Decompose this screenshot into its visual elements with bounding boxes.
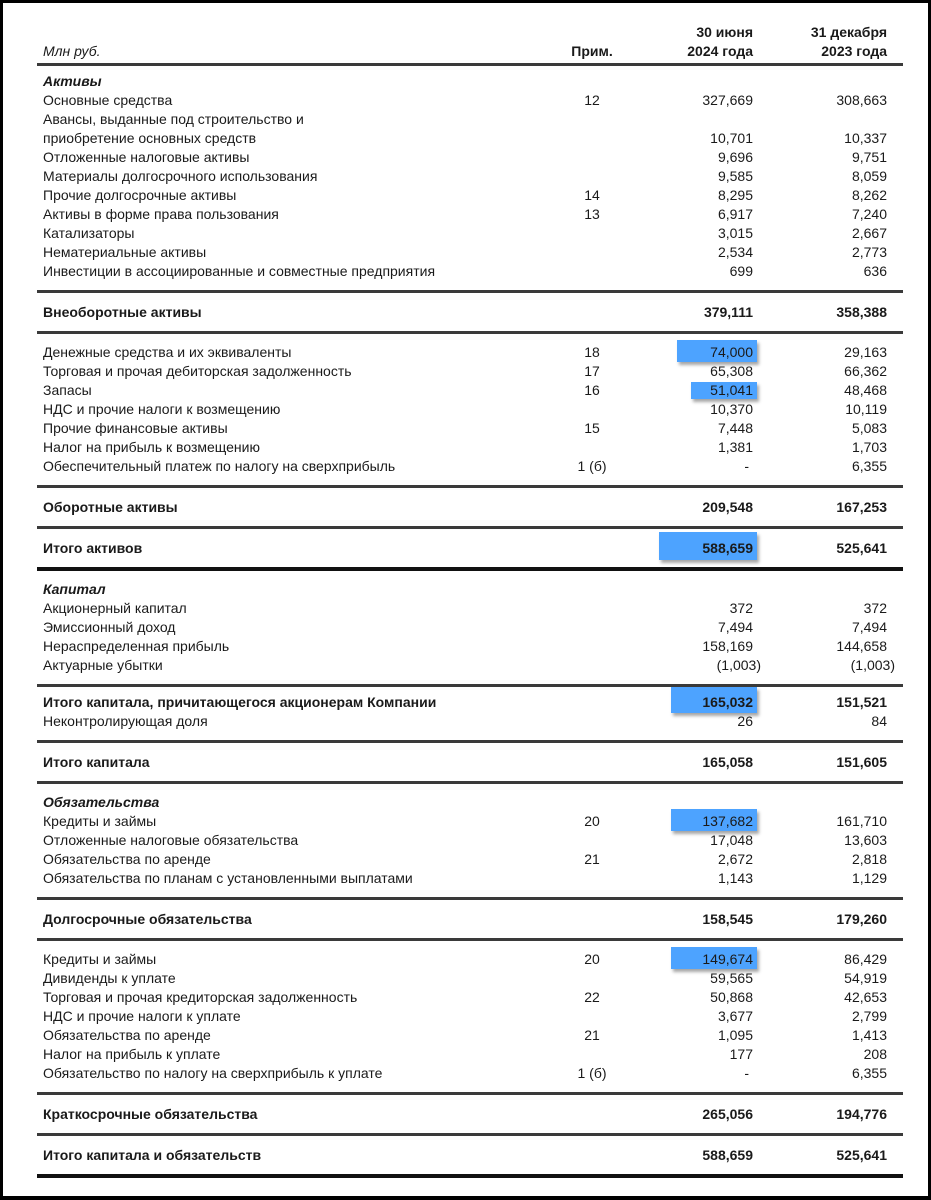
- value-2024: 158,169: [702, 638, 753, 654]
- total-row-assets: Итого активов 588,659 525,641: [37, 529, 903, 567]
- subtotal-row-current-assets: Оборотные активы 209,548 167,253: [43, 499, 887, 515]
- line-item-label: Инвестиции в ассоциированные и совместные предприятия: [43, 263, 436, 279]
- note-column-header: Прим.: [571, 43, 613, 59]
- value-2023: 1,413: [851, 1027, 887, 1043]
- value-2023: 10,337: [844, 130, 887, 146]
- line-item: [37, 129, 903, 148]
- line-item-label: Нераспределенная прибыль: [43, 638, 230, 654]
- line-item-label: Прочие долгосрочные активы: [43, 187, 237, 203]
- value-2023: (1,003): [850, 657, 895, 673]
- line-item: [37, 362, 903, 381]
- line-item: [37, 438, 903, 457]
- line-item-label: Обязательство по налогу на сверхприбыль к уплате: [43, 1065, 383, 1081]
- line-item: [37, 400, 903, 419]
- line-item: [37, 91, 903, 110]
- line-item-label: Обязательства по аренде: [43, 1027, 211, 1043]
- line-item: [37, 343, 903, 362]
- value-2024: (1,003): [716, 657, 761, 673]
- value-2024: 10,701: [710, 130, 753, 146]
- line-item-note: 14: [584, 187, 600, 203]
- line-item-label: Отложенные налоговые активы: [43, 149, 250, 165]
- value-2023: 2,773: [851, 244, 887, 260]
- total-row-equity: Итого капитала 165,058 151,605: [43, 754, 887, 770]
- line-item-note: 18: [584, 344, 600, 360]
- value-2024: -: [744, 1065, 749, 1081]
- line-item-label: НДС и прочие налоги к возмещению: [43, 401, 281, 417]
- line-item: [37, 381, 903, 400]
- value-2023: 13,603: [844, 832, 887, 848]
- line-item: [37, 1026, 903, 1045]
- line-item: [37, 1007, 903, 1026]
- line-item: [37, 950, 903, 969]
- value-2023: 208: [863, 1046, 887, 1062]
- line-item: [37, 618, 903, 637]
- current-assets-list: [37, 343, 903, 476]
- column-header-2024: 30 июня 2024 года: [687, 24, 753, 59]
- value-2023: 8,262: [851, 187, 887, 203]
- value-2024: 6,917: [717, 206, 753, 222]
- value-2023: 2,818: [851, 851, 887, 867]
- value-2023: 6,355: [851, 458, 887, 474]
- value-2023: 161,710: [836, 813, 887, 829]
- line-item-label: Активы в форме права пользования: [43, 206, 279, 222]
- value-2023: 6,355: [851, 1065, 887, 1081]
- line-item-label: Катализаторы: [43, 225, 135, 241]
- value-2024: -: [744, 458, 749, 474]
- line-item-label: приобретение основных средств: [43, 130, 257, 146]
- value-2024: 59,565: [710, 970, 753, 986]
- line-item-label: Кредиты и займы: [43, 813, 157, 829]
- value-2024: 9,696: [717, 149, 753, 165]
- value-2024: 699: [729, 263, 753, 279]
- value-2023: 2,799: [851, 1008, 887, 1024]
- line-item-label: НДС и прочие налоги к уплате: [43, 1008, 241, 1024]
- value-2023: 636: [863, 263, 887, 279]
- noncurrent-liabilities-list: [37, 812, 903, 888]
- line-item-note: 15: [584, 420, 600, 436]
- line-item-note: 22: [584, 989, 600, 1005]
- value-2023: 48,468: [844, 382, 887, 398]
- current-liabilities-list: [37, 950, 903, 1083]
- value-2023: 10,119: [845, 401, 887, 417]
- value-2024: 50,868: [710, 989, 753, 1005]
- subtotal-row-noncurrent-liabilities: Долгосрочные обязательства 158,545 179,260: [43, 911, 887, 927]
- line-item: [37, 148, 903, 167]
- highlighted-value: 165,032: [702, 694, 753, 710]
- value-2024: 1,381: [717, 439, 753, 455]
- line-item: [37, 812, 903, 831]
- line-item: [37, 599, 903, 618]
- line-item-note: 21: [584, 1027, 600, 1043]
- highlighted-value: 588,659: [702, 540, 753, 556]
- line-item: [37, 419, 903, 438]
- value-2024: 3,015: [717, 225, 753, 241]
- line-item: [37, 850, 903, 869]
- value-2023: 86,429: [844, 951, 887, 967]
- value-2024: 10,370: [710, 401, 753, 417]
- line-item-label: Эмиссионный доход: [43, 619, 176, 635]
- line-item: [37, 262, 903, 281]
- subtotal-row-attributable-equity: Итого капитала, причитающегося акционерам Компании 165,032 151,521: [37, 693, 903, 712]
- line-item-note: 1 (б): [577, 458, 607, 474]
- value-2023: 8,059: [851, 168, 887, 184]
- line-item: [37, 167, 903, 186]
- line-item: [37, 110, 903, 129]
- line-item-note: 1 (б): [577, 1065, 607, 1081]
- line-item: [37, 186, 903, 205]
- highlighted-value: 149,674: [702, 951, 753, 967]
- noncurrent-assets-list: [37, 91, 903, 281]
- equity-list: [37, 599, 903, 675]
- divider-thick: [37, 1174, 903, 1178]
- table-header: [37, 21, 903, 66]
- value-2023: 66,362: [844, 363, 887, 379]
- unit-label: Млн руб.: [43, 43, 101, 59]
- value-2023: 372: [863, 600, 887, 616]
- subtotal-row-noncurrent-assets: Внеоборотные активы 379,111 358,388: [43, 304, 887, 320]
- line-item: [37, 831, 903, 850]
- line-item-label: Актуарные убытки: [43, 657, 163, 673]
- line-item-note: 20: [584, 813, 600, 829]
- line-item: [37, 243, 903, 262]
- line-item-label: Авансы, выданные под строительство и: [43, 111, 304, 127]
- line-item-note: 20: [584, 951, 600, 967]
- value-2023: 42,653: [844, 989, 887, 1005]
- line-item-label: Кредиты и займы: [43, 951, 157, 967]
- line-item-note: 13: [584, 206, 600, 222]
- value-2024: 372: [729, 600, 753, 616]
- line-item-label: Налог на прибыль к возмещению: [43, 439, 260, 455]
- line-item-label: Прочие финансовые активы: [43, 420, 228, 436]
- section-title-assets: Активы: [43, 73, 102, 89]
- section-title-liabilities: Обязательства: [43, 794, 160, 810]
- value-2023: 1,129: [851, 870, 887, 886]
- line-item: [37, 869, 903, 888]
- line-item: [37, 224, 903, 243]
- value-2023: 29,163: [844, 344, 887, 360]
- value-2023: 9,751: [851, 149, 887, 165]
- column-header-2023: 31 декабря 2023 года: [810, 24, 887, 59]
- value-2024: 7,494: [717, 619, 753, 635]
- value-2023: 7,240: [851, 206, 887, 222]
- line-item: [37, 1045, 903, 1064]
- value-2024: 1,143: [717, 870, 753, 886]
- line-item-note: 16: [584, 382, 600, 398]
- value-2023: 144,658: [836, 638, 887, 654]
- value-2023: 54,919: [844, 970, 887, 986]
- value-2024: 177: [729, 1046, 753, 1062]
- value-2024: 3,677: [717, 1008, 753, 1024]
- line-item-label: Отложенные налоговые обязательства: [43, 832, 299, 848]
- value-2023: 7,494: [851, 619, 887, 635]
- value-2024: 9,585: [717, 168, 753, 184]
- line-item-nci: Неконтролирующая доля 26 84: [43, 713, 887, 729]
- line-item-label: Налог на прибыль к уплате: [43, 1046, 221, 1062]
- line-item: [37, 1064, 903, 1083]
- value-2024: 17,048: [710, 832, 753, 848]
- value-2024: 2,534: [717, 244, 753, 260]
- line-item-label: Торговая и прочая дебиторская задолженность: [43, 363, 352, 379]
- value-2024: 7,448: [717, 420, 753, 436]
- value-2024: 65,308: [710, 363, 753, 379]
- line-item: [37, 637, 903, 656]
- line-item: [37, 969, 903, 988]
- line-item-note: 17: [584, 363, 600, 379]
- line-item-label: Запасы: [43, 382, 92, 398]
- value-2023: 1,703: [851, 439, 887, 455]
- line-item: [37, 457, 903, 476]
- highlighted-value: 137,682: [702, 813, 753, 829]
- line-item: [37, 205, 903, 224]
- value-2023: 2,667: [851, 225, 887, 241]
- line-item-label: Обязательства по планам с установленными выплатами: [43, 870, 413, 886]
- line-item-label: Обязательства по аренде: [43, 851, 211, 867]
- value-2023: 5,083: [851, 420, 887, 436]
- line-item: [37, 988, 903, 1007]
- line-item-label: Дивиденды к уплате: [43, 970, 176, 986]
- total-row-equity-and-liabilities: Итого капитала и обязательств 588,659 525,641: [43, 1147, 887, 1163]
- line-item-label: Торговая и прочая кредиторская задолженность: [43, 989, 358, 1005]
- line-item-label: Акционерный капитал: [43, 600, 187, 616]
- value-2024: 327,669: [702, 92, 753, 108]
- line-item-note: 21: [584, 851, 600, 867]
- line-item: [37, 656, 903, 675]
- subtotal-row-current-liabilities: Краткосрочные обязательства 265,056 194,776: [43, 1106, 887, 1122]
- value-2024: 1,095: [717, 1027, 753, 1043]
- line-item-label: Нематериальные активы: [43, 244, 207, 260]
- line-item-label: Обеспечительный платеж по налогу на сверхприбыль: [43, 458, 396, 474]
- line-item-note: 12: [584, 92, 600, 108]
- value-2024: 2,672: [717, 851, 753, 867]
- line-item-label: Основные средства: [43, 92, 173, 108]
- value-2023: 308,663: [836, 92, 887, 108]
- highlighted-value: 51,041: [710, 382, 753, 398]
- balance-sheet: [37, 21, 903, 1178]
- value-2024: 8,295: [717, 187, 753, 203]
- line-item-label: Денежные средства и их эквиваленты: [43, 344, 292, 360]
- highlighted-value: 74,000: [710, 344, 753, 360]
- line-item-label: Материалы долгосрочного использования: [43, 168, 318, 184]
- section-title-equity: Капитал: [43, 581, 106, 597]
